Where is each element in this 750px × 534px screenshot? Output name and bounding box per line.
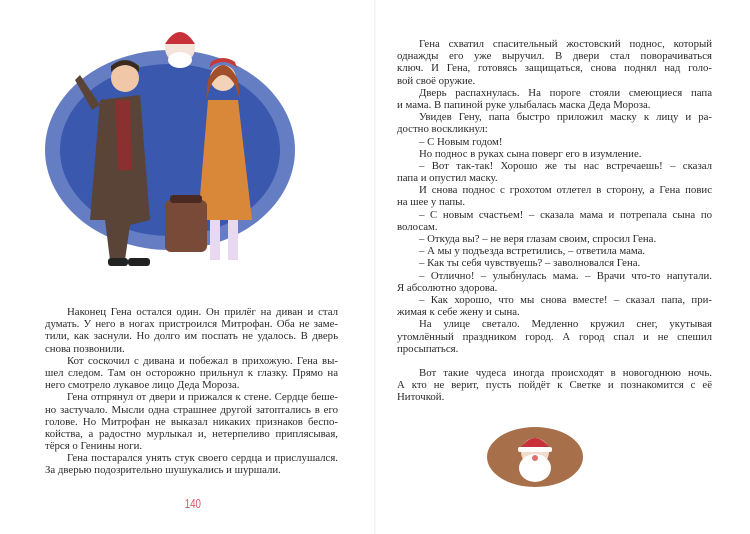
- paragraph-gap: [397, 355, 712, 367]
- text-line: – Откуда вы? – не веря глазам своим, спросил Гена.: [419, 233, 657, 245]
- text-line: Гена отпрянул от двери и прижался к стене. Сердце беше-: [67, 391, 338, 404]
- text-line: Наконец Гена остался один. Он прилёг на диван и стал: [67, 306, 338, 318]
- paragraph: [397, 160, 712, 184]
- text-line: волосам.: [397, 220, 438, 233]
- paragraph: [397, 245, 712, 257]
- paragraph: [397, 318, 712, 355]
- santa-mask-vignette: [485, 422, 585, 492]
- text-line: – С Новым годом!: [419, 135, 503, 148]
- right-page-text: [397, 38, 712, 404]
- paragraph: [45, 452, 338, 476]
- page-number: 140: [184, 496, 201, 511]
- left-page-text: [45, 306, 338, 477]
- text-line: снова позвонили.: [45, 342, 125, 355]
- text-line: За дверью подозрительно шушукались и шуршали.: [45, 464, 281, 477]
- text-line: – Вот так-так! Хорошо же ты нас встречаешь! – сказал: [419, 159, 712, 172]
- text-line: вой своё оружие.: [397, 74, 476, 87]
- paragraph: [397, 257, 712, 269]
- paragraph: [397, 294, 712, 318]
- text-line: однажды его уже выручил. В двери стал поворачиваться: [397, 50, 712, 63]
- paragraph: [45, 355, 338, 392]
- text-line: жимая к себе жену и сына.: [397, 306, 520, 319]
- text-line: Кот соскочил с дивана и побежал в прихожую. Гена вы-: [67, 354, 338, 367]
- text-line: – А мы у подъезда встретились, – ответила мама.: [419, 245, 646, 258]
- text-line: ключ. И Гена, готовясь защищаться, снова поднял над голо-: [397, 62, 712, 75]
- text-line: Гена постарался унять стук своего сердца и прислушался.: [67, 452, 338, 465]
- text-line: утомлённый праздником город. А город спал и не спешил: [397, 330, 712, 343]
- text-line: – Как хорошо, что мы снова вместе! – сказал папа, при-: [419, 293, 712, 306]
- paragraph: [397, 38, 712, 87]
- paragraph: [397, 136, 712, 148]
- paragraph: [397, 148, 712, 160]
- text-line: шел следом. Там он осторожно прильнул к глазку. Прямо на: [45, 366, 338, 379]
- text-line: и мама. В папиной руке улыбалась маска Деда Мороза.: [397, 98, 651, 111]
- text-line: Ниточкой.: [397, 391, 445, 404]
- text-line: тёрся о Генины ноги.: [45, 440, 143, 453]
- paragraph: [397, 367, 712, 404]
- paragraph: [397, 87, 712, 111]
- text-line: на шее у папы.: [397, 196, 466, 209]
- text-line: Увидев Гену, папа быстро приложил маску к лицу и ра-: [419, 111, 712, 124]
- text-line: – Отлично! – улыбнулась мама. – Врачи что-то напутали.: [419, 269, 712, 282]
- text-line: тили, как заснули. Но долго им поспать не удалось. В дверь: [45, 330, 338, 343]
- paragraph: [45, 306, 338, 355]
- right-page: [375, 0, 750, 534]
- text-line: него смотрело лукавое лицо Деда Мороза.: [45, 379, 240, 392]
- text-line: – С новым счастьем! – сказала мама и потрепала сына по: [419, 208, 712, 221]
- text-line: На улице светало. Медленно кружил снег, укутывая: [419, 318, 712, 331]
- text-line: койства, а радостно мурлыкал и, нетерпеливо приплясывая,: [45, 427, 338, 440]
- text-line: Дверь распахнулась. На пороге стояли смеющиеся папа: [419, 86, 712, 99]
- text-line: Вот такие чудеса иногда происходят в новогоднюю ночь.: [419, 367, 712, 380]
- text-line: Я абсолютно здорова.: [397, 281, 498, 294]
- text-line: А кто не верит, пусть пойдёт к Светке и познакомится с её: [397, 379, 712, 392]
- text-line: – Как ты себя чувствуешь? – заволновался Гена.: [419, 257, 641, 270]
- text-line: достно воскликнул:: [397, 123, 488, 136]
- paragraph: [397, 233, 712, 245]
- paragraph: [397, 270, 712, 294]
- text-line: но застучало. Мысли одна страшнее другой затоптались в его: [45, 403, 338, 416]
- paragraph: [45, 391, 338, 452]
- text-line: Но поднос в руках сына поверг его в изумление.: [419, 147, 642, 160]
- text-line: И снова поднос с грохотом отлетел в сторону, а Гена повис: [419, 184, 712, 197]
- text-line: Гена схватил спасительный жостовский поднос, который: [419, 38, 712, 50]
- paragraph: [397, 184, 712, 208]
- paragraph: [397, 209, 712, 233]
- paragraph: [397, 111, 712, 135]
- text-line: голове. Но Митрофан не выказал никаких признаков беспо-: [45, 415, 338, 428]
- family-illustration: [30, 20, 300, 290]
- text-line: думать. У него в ногах пристроился Митрофан. Оба не заме-: [45, 318, 338, 331]
- text-line: папа и опустил маску.: [397, 172, 498, 185]
- text-line: просыпаться.: [397, 342, 459, 355]
